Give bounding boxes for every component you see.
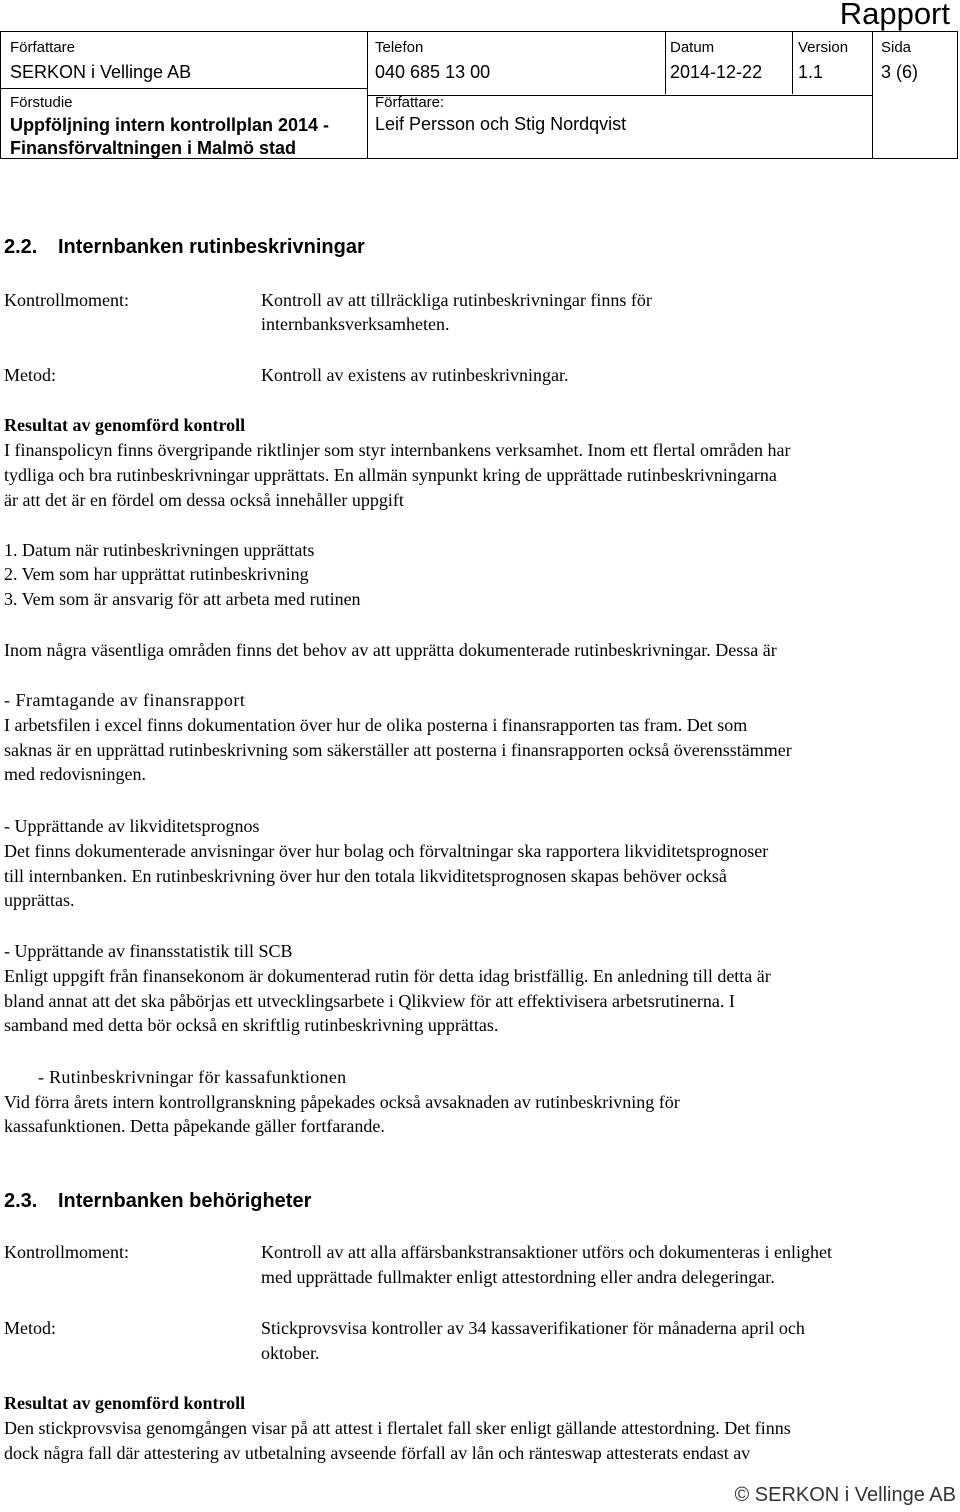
subitem-text-line: Det finns dokumenterade anvisningar över hur bolag och förvaltningar ska rapportera likviditetsprognoser bbox=[4, 841, 769, 861]
result-heading: Resultat av genomförd kontroll bbox=[4, 415, 246, 435]
section-number: 2.3. bbox=[4, 1190, 38, 1212]
section-heading-2-3 bbox=[4, 1190, 311, 1213]
document-header-table bbox=[0, 31, 958, 159]
result-paragraph-line: dock några fall där attestering av utbetalning avseende förfall av lån och ränteswap attesterats endast av bbox=[4, 1443, 751, 1463]
list-item: 3. Vem som är ansvarig för att arbeta med rutinen bbox=[4, 589, 361, 609]
study-label: Förstudie bbox=[10, 94, 73, 111]
control-text-line1: Kontroll av att tillräckliga rutinbeskrivningar finns för bbox=[261, 290, 652, 310]
authors-label: Författare: bbox=[375, 94, 445, 111]
method-label: Metod: bbox=[4, 365, 56, 385]
date-value: 2014-12-22 bbox=[670, 62, 763, 82]
control-text-line1: Kontroll av att alla affärsbankstransaktioner utförs och dokumenteras i enlighet bbox=[261, 1242, 832, 1262]
method-text-line1: Stickprovsvisa kontroller av 34 kassaverifikationer för månaderna april och bbox=[261, 1318, 805, 1338]
header-divider bbox=[792, 32, 793, 94]
subitem-text-line: Enligt uppgift från finansekonom är dokumenterad rutin för detta idag bristfällig. En anledning till detta är bbox=[4, 966, 771, 986]
method-text: Kontroll av existens av rutinbeskrivningar. bbox=[261, 365, 569, 385]
date-label: Datum bbox=[670, 39, 715, 56]
author-label: Författare bbox=[10, 39, 76, 56]
result-paragraph-line: tydliga och bra rutinbeskrivningar upprättats. En allmän synpunkt kring de upprättade rutinbeskrivningarna bbox=[4, 465, 777, 485]
version-label: Version bbox=[798, 39, 849, 56]
result-paragraph-line: I finanspolicyn finns övergripande riktlinjer som styr internbankens verksamhet. Inom ett flertal områden har bbox=[4, 440, 791, 460]
authors-value: Leif Persson och Stig Nordqvist bbox=[375, 114, 627, 134]
result-paragraph-line: Den stickprovsvisa genomgången visar på att attest i flertalet fall sker enligt gällande attestordning. Det finns bbox=[4, 1418, 791, 1438]
method-label: Metod: bbox=[4, 1318, 56, 1338]
header-divider bbox=[1, 88, 367, 89]
subitem-text-line: samband med detta bör också en skriftlig rutinbeskrivning upprättas. bbox=[4, 1015, 499, 1035]
subitem-text-line: Vid förra årets intern kontrollgranskning påpekades också avsaknaden av rutinbeskrivning för bbox=[4, 1092, 680, 1112]
subitem-text-line: kassafunktionen. Detta påpekande gäller fortfarande. bbox=[4, 1116, 385, 1136]
header-divider bbox=[872, 32, 873, 158]
section-title: Internbanken rutinbeskrivningar bbox=[58, 236, 365, 258]
control-label: Kontrollmoment: bbox=[4, 290, 129, 310]
paragraph: Inom några väsentliga områden finns det behov av att upprätta dokumenterade rutinbeskrivningar. Dessa är bbox=[4, 640, 777, 660]
control-text-line2: internbanksverksamheten. bbox=[261, 314, 450, 334]
header-divider bbox=[665, 32, 666, 94]
subitem-text-line: bland annat att det ska påbörjas ett utvecklingsarbete i Qlikview för att effektivisera arbetsrutinerna. I bbox=[4, 991, 735, 1011]
subitem-title: - Upprättande av likviditetsprognos bbox=[4, 816, 260, 836]
subitem-text-line: upprättas. bbox=[4, 890, 75, 910]
page-number: 3 (6) bbox=[881, 62, 919, 82]
method-text-line2: oktober. bbox=[261, 1343, 320, 1363]
phone-value: 040 685 13 00 bbox=[375, 62, 491, 82]
subitem-title: - Upprättande av finansstatistik till SCB bbox=[4, 941, 293, 961]
section-heading-2-2 bbox=[4, 236, 365, 259]
subitem-title: - Rutinbeskrivningar för kassafunktionen bbox=[38, 1067, 347, 1087]
page-label: Sida bbox=[881, 39, 912, 56]
subitem-text-line: med redovisningen. bbox=[4, 764, 146, 784]
version-value: 1.1 bbox=[798, 62, 824, 82]
author-value: SERKON i Vellinge AB bbox=[10, 62, 192, 82]
result-paragraph-line: är att det är en fördel om dessa också innehåller uppgift bbox=[4, 490, 404, 510]
control-label: Kontrollmoment: bbox=[4, 1242, 129, 1262]
subitem-text-line: till internbanken. En rutinbeskrivning över hur den totala likviditetsprognosen skapas behöver också bbox=[4, 866, 727, 886]
document-type: Rapport bbox=[839, 0, 950, 31]
subitem-title: - Framtagande av finansrapport bbox=[4, 690, 246, 710]
footer-copyright: © SERKON i Vellinge AB bbox=[734, 1484, 956, 1506]
study-title-line1: Uppföljning intern kontrollplan 2014 - bbox=[10, 115, 330, 135]
list-item: 2. Vem som har upprättat rutinbeskrivning bbox=[4, 564, 309, 584]
subitem-text-line: saknas är en upprättad rutinbeskrivning som säkerställer att posterna i finansrapporten också överensstämmer bbox=[4, 740, 792, 760]
result-heading: Resultat av genomförd kontroll bbox=[4, 1393, 246, 1413]
section-title: Internbanken behörigheter bbox=[58, 1190, 312, 1212]
list-item: 1. Datum när rutinbeskrivningen upprättats bbox=[4, 540, 315, 560]
subitem-text-line: I arbetsfilen i excel finns dokumentation över hur de olika posterna i finansrapporten tas fram. Det som bbox=[4, 715, 748, 735]
phone-label: Telefon bbox=[375, 39, 424, 56]
section-number: 2.2. bbox=[4, 236, 38, 258]
study-title-line2: Finansförvaltningen i Malmö stad bbox=[10, 138, 297, 158]
control-text-line2: med upprättade fullmakter enligt attestordning eller andra delegeringar. bbox=[261, 1267, 775, 1287]
